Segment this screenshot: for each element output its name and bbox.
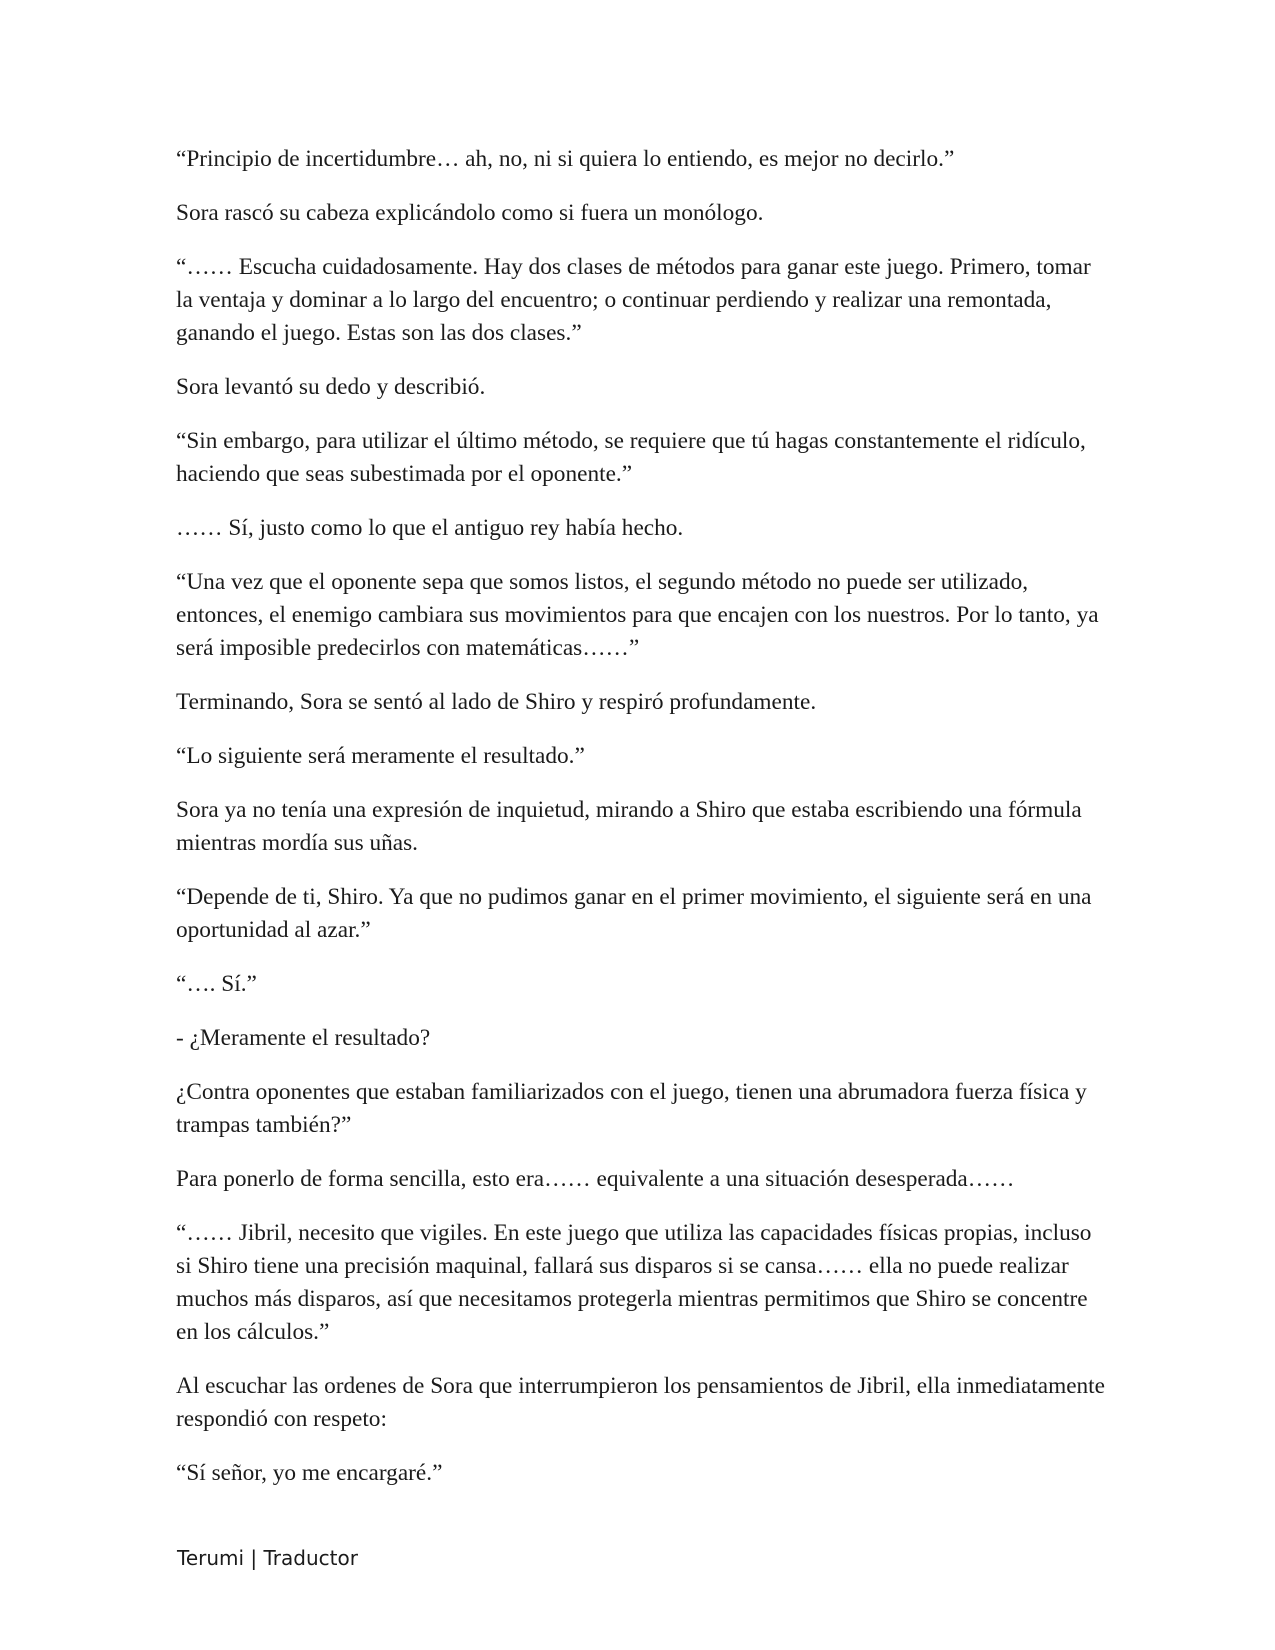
paragraph: “Lo siguiente será meramente el resultado.” (176, 743, 585, 769)
paragraph: “…… Escucha cuidadosamente. Hay dos clases de métodos para ganar este juego. Primero, tomar la ventaja y dominar a lo largo del encuentro; o continuar perdiendo y realizar una remontada, ganando el juego. Estas son las dos clases.” (176, 254, 1091, 346)
paragraph: - ¿Meramente el resultado? (176, 1025, 431, 1051)
paragraph: “Sin embargo, para utilizar el último método, se requiere que tú hagas constantemente el ridículo, haciendo que seas subestimada por el oponente.” (176, 428, 1086, 487)
document-body (176, 143, 1106, 1511)
page-footer: Terumi | Traductor (177, 1546, 358, 1570)
paragraph: “Depende de ti, Shiro. Ya que no pudimos ganar en el primer movimiento, el siguiente será en una oportunidad al azar.” (176, 884, 1092, 943)
paragraph: “Sí señor, yo me encargaré.” (176, 1460, 443, 1486)
paragraph: Para ponerlo de forma sencilla, esto era…… equivalente a una situación desesperada…… (176, 1166, 1015, 1192)
paragraph: “Una vez que el oponente sepa que somos listos, el segundo método no puede ser utilizado, entonces, el enemigo cambiara sus movimientos para que encajen con los nuestros. Por lo tanto, ya será imposible predecirlos con matemáticas……” (176, 569, 1099, 661)
paragraph: …… Sí, justo como lo que el antiguo rey había hecho. (176, 515, 684, 541)
paragraph: Sora levantó su dedo y describió. (176, 374, 486, 400)
paragraph: Al escuchar las ordenes de Sora que interrumpieron los pensamientos de Jibril, ella inmediatamente respondió con respeto: (176, 1373, 1105, 1432)
paragraph: “…. Sí.” (176, 971, 257, 997)
paragraph: Sora ya no tenía una expresión de inquietud, mirando a Shiro que estaba escribiendo una fórmula mientras mordía sus uñas. (176, 797, 1082, 856)
paragraph: Terminando, Sora se sentó al lado de Shiro y respiró profundamente. (176, 689, 817, 715)
paragraph: ¿Contra oponentes que estaban familiarizados con el juego, tienen una abrumadora fuerza física y trampas también?” (176, 1079, 1087, 1138)
paragraph: “…… Jibril, necesito que vigiles. En este juego que utiliza las capacidades físicas propias, incluso si Shiro tiene una precisión maquinal, fallará sus disparos si se cansa…… ella no puede realizar muchos más disparos, así que necesitamos protegerla mientras permitimos que Shiro se concentre en los cálculos.” (176, 1220, 1092, 1345)
paragraph: Sora rascó su cabeza explicándolo como si fuera un monólogo. (176, 200, 764, 226)
paragraph: “Principio de incertidumbre… ah, no, ni si quiera lo entiendo, es mejor no decirlo.” (176, 146, 955, 172)
